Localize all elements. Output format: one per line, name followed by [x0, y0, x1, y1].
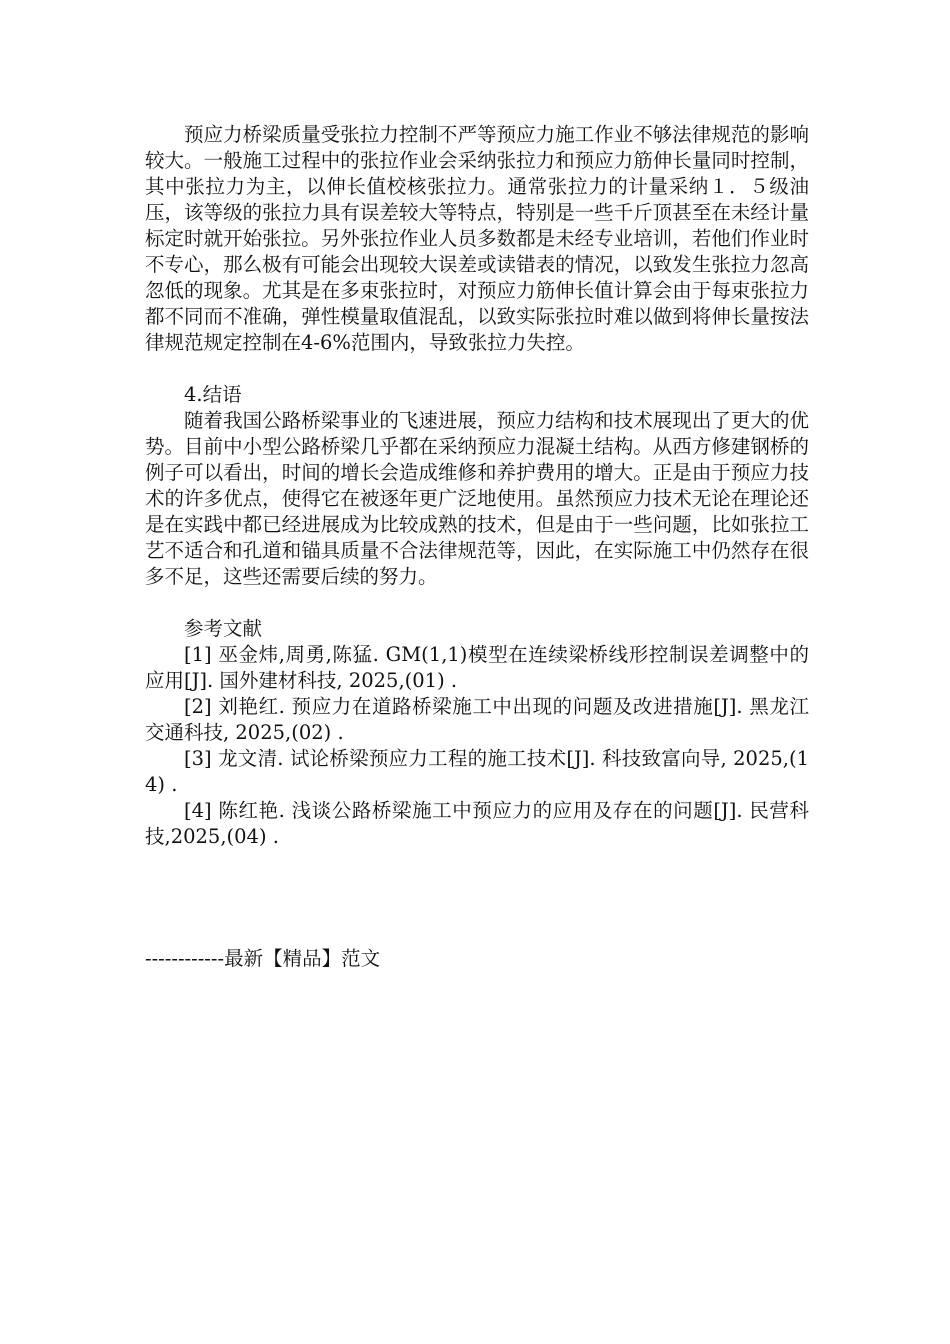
document-body: [145, 122, 809, 850]
body-paragraph-1: 预应力桥梁质量受张拉力控制不严等预应力施工作业不够法律规范的影响较大。一般施工过程中的张拉作业会采纳张拉力和预应力筋伸长量同时控制，其中张拉力为主，以伸长值校核张拉力。通常张拉力的计量采纳１．５级油压，该等级的张拉力具有误差较大等特点，特别是一些千斤顶甚至在未经计量标定时就开始张拉。另外张拉作业人员多数都是未经专业培训，若他们作业时不专心，那么极有可能会出现较大误差或读错表的情况，以致发生张拉力忽高忽低的现象。尤其是在多束张拉时，对预应力筋伸长值计算会由于每束张拉力都不同而不准确，弹性模量取值混乱，以致实际张拉时难以做到将伸长量按法律规范规定控制在4-6%范围内，导致张拉力失控。: [145, 123, 809, 354]
references-heading: 参考文献: [184, 617, 263, 640]
reference-item-2: [2] 刘艳红. 预应力在道路桥梁施工中出现的问题及改进措施[J]. 黑龙江交通科技, 2025,(02) .: [145, 695, 809, 744]
paragraph-spacer: [145, 590, 809, 616]
paragraph-spacer: [145, 356, 809, 382]
section-heading: 4.结语: [184, 383, 242, 406]
reference-item-4: [4] 陈红艳. 浅谈公路桥梁施工中预应力的应用及存在的问题[J]. 民营科技,2025,(04) .: [145, 799, 809, 848]
reference-item-1: [1] 巫金炜,周勇,陈猛. GM(1,1)模型在连续梁桥线形控制误差调整中的应用[J]. 国外建材科技, 2025,(01) .: [145, 643, 809, 692]
body-paragraph-2: 随着我国公路桥梁事业的飞速进展，预应力结构和技术展现出了更大的优势。目前中小型公路桥梁几乎都在采纳预应力混凝土结构。从西方修建钢桥的例子可以看出，时间的增长会造成维修和养护费用的增大。正是由于预应力技术的许多优点，使得它在被逐年更广泛地使用。虽然预应力技术无论在理论还是在实践中都已经进展成为比较成熟的技术，但是由于一些问题，比如张拉工艺不适合和孔道和锚具质量不合法律规范等，因此，在实际施工中仍然存在很多不足，这些还需要后续的努力。: [145, 409, 809, 588]
reference-item-3: [3] 龙文清. 试论桥梁预应力工程的施工技术[J]. 科技致富向导, 2025,(14) .: [145, 747, 809, 796]
footer-tagline: ------------最新【精品】范文: [145, 947, 381, 970]
